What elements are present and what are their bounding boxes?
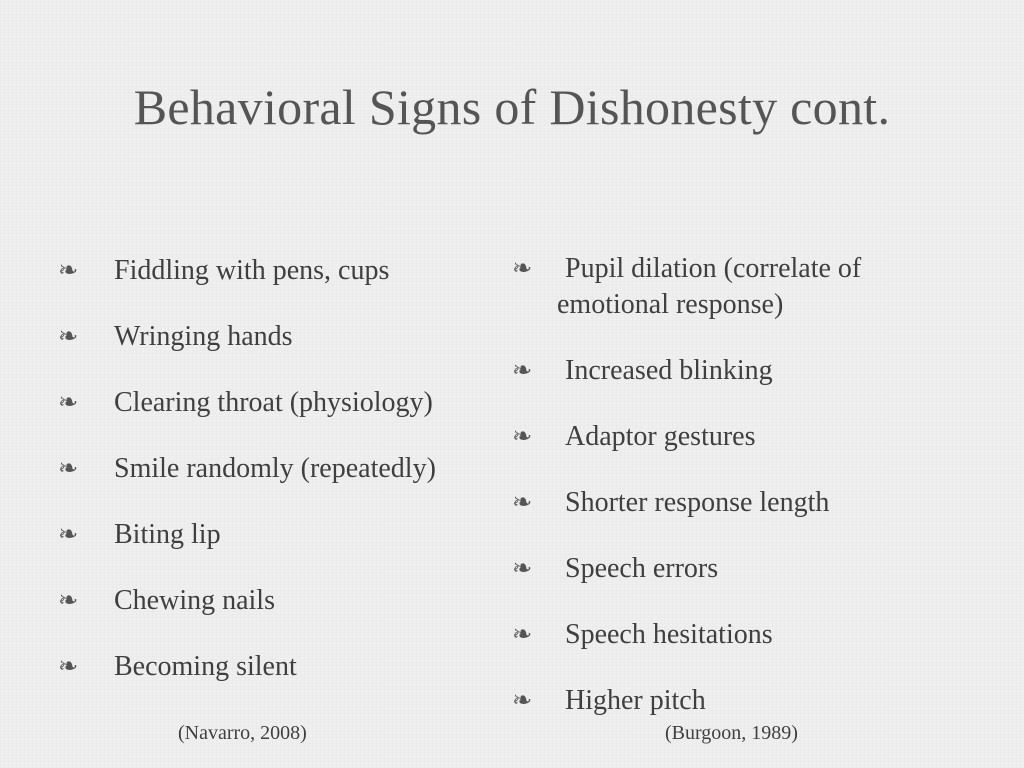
list-item-text: Smile randomly (repeatedly) (114, 453, 436, 484)
slide-title: Behavioral Signs of Dishonesty cont. (133, 79, 891, 135)
list-item-text: Chewing nails (114, 585, 275, 616)
list-item (58, 386, 433, 419)
floral-heart-bullet-icon: ❧ (58, 652, 79, 680)
list-item-text: Fiddling with pens, cups (114, 255, 390, 286)
list-item-text: Pupil dilation (correlate of (565, 253, 862, 284)
list-item-continuation (557, 288, 784, 321)
list-item-text: Increased blinking (565, 355, 773, 386)
list-item (58, 650, 297, 683)
floral-heart-bullet-icon: ❧ (58, 256, 79, 284)
list-item (512, 354, 773, 387)
floral-heart-bullet-icon: ❧ (58, 454, 79, 482)
floral-heart-bullet-icon: ❧ (512, 422, 533, 450)
list-item (58, 320, 293, 353)
list-item-text: Adaptor gestures (565, 421, 756, 452)
list-item-text: Shorter response length (565, 487, 830, 518)
right-citation: (Burgoon, 1989) (665, 722, 798, 744)
list-item (58, 518, 221, 551)
list-item-text: Higher pitch (565, 685, 706, 716)
list-item (512, 552, 718, 585)
floral-heart-bullet-icon: ❧ (58, 520, 79, 548)
floral-heart-bullet-icon: ❧ (58, 388, 79, 416)
list-item (512, 486, 829, 519)
floral-heart-bullet-icon: ❧ (58, 586, 79, 614)
list-item-text: Wringing hands (114, 321, 293, 352)
list-item-text: Biting lip (114, 519, 221, 550)
list-item-text: emotional response) (557, 289, 784, 320)
list-item (512, 684, 706, 717)
list-item (58, 452, 436, 485)
list-item (58, 254, 389, 287)
list-item (512, 420, 756, 453)
list-item-text: Speech hesitations (565, 619, 773, 650)
floral-heart-bullet-icon: ❧ (512, 554, 533, 582)
floral-heart-bullet-icon: ❧ (512, 488, 533, 516)
floral-heart-bullet-icon: ❧ (512, 686, 533, 714)
floral-heart-bullet-icon: ❧ (512, 620, 533, 648)
list-item (58, 584, 275, 617)
floral-heart-bullet-icon: ❧ (512, 356, 533, 384)
floral-heart-bullet-icon: ❧ (58, 322, 79, 350)
list-item (512, 618, 773, 651)
list-item-text: Speech errors (565, 553, 719, 584)
left-citation: (Navarro, 2008) (178, 722, 307, 744)
list-item-text: Becoming silent (114, 651, 297, 682)
list-item (512, 252, 861, 285)
floral-heart-bullet-icon: ❧ (512, 254, 533, 282)
list-item-text: Clearing throat (physiology) (114, 387, 433, 418)
